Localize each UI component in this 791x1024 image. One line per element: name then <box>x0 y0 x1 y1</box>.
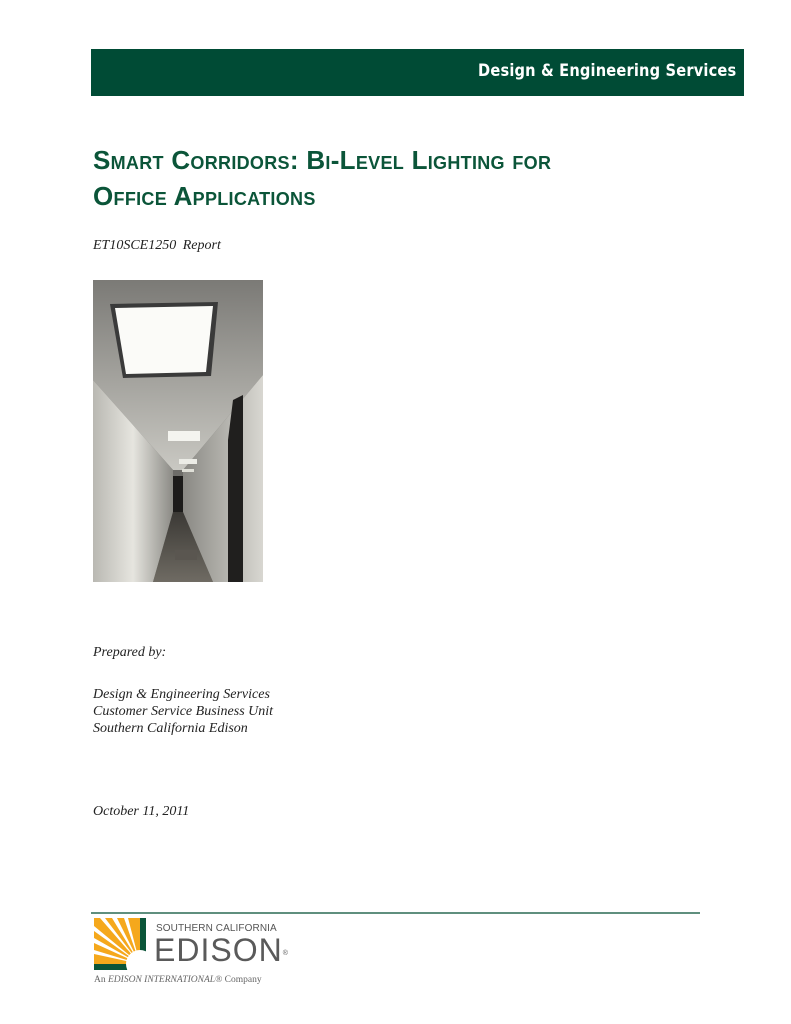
department-name: Design & Engineering Services <box>477 61 736 81</box>
title-line-2: Office Applications <box>93 181 316 211</box>
header-bar <box>91 49 744 96</box>
company-name <box>154 932 289 968</box>
hallway-corridor-photo <box>93 280 263 582</box>
page-title <box>93 142 693 214</box>
prepared-by-line: Customer Service Business Unit <box>93 704 274 719</box>
cover-photo <box>93 280 263 582</box>
logo-tagline <box>94 975 262 985</box>
report-id: ET10SCE1250 Report <box>93 238 221 253</box>
edison-sun-logo-icon <box>94 918 146 970</box>
footer-divider <box>91 912 700 914</box>
company-name-text: EDISON <box>154 932 283 968</box>
prepared-by-label: Prepared by: <box>93 645 167 660</box>
company-line: SOUTHERN CALIFORNIA <box>156 923 277 934</box>
report-date: October 11, 2011 <box>93 804 190 819</box>
tagline-suffix: Company <box>224 975 262 985</box>
prepared-by-list <box>93 686 273 737</box>
title-line-1: Smart Corridors: Bi-Level Lighting for <box>93 145 552 175</box>
edison-logo <box>94 918 354 993</box>
prepared-by-line: Southern California Edison <box>93 721 248 736</box>
registered-mark: ® <box>282 950 289 957</box>
prepared-by-line: Design & Engineering Services <box>93 687 270 702</box>
tagline-prefix: An <box>94 975 106 985</box>
tagline-brand: EDISON INTERNATIONAL® <box>108 975 223 985</box>
